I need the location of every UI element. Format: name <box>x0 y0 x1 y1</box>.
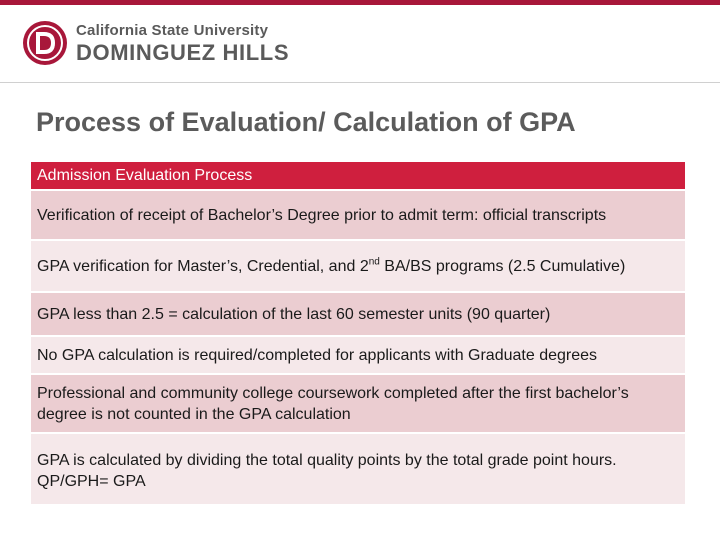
table-row <box>31 375 685 432</box>
top-accent-bar <box>0 0 720 5</box>
row-text: Professional and community college coursework completed after the first bachelor’s degree is not counted in the GPA calculation <box>37 384 629 423</box>
table-row <box>31 434 685 504</box>
table-row <box>31 191 685 239</box>
row-text: GPA less than 2.5 = calculation of the last 60 semester units (90 quarter) <box>37 305 551 323</box>
table-row <box>31 241 685 291</box>
row-text: Verification of receipt of Bachelor’s Degree prior to admit term: official transcripts <box>37 206 607 224</box>
table-row <box>31 337 685 373</box>
row-text: No GPA calculation is required/completed for applicants with Graduate degrees <box>37 346 598 364</box>
evaluation-table <box>31 162 685 506</box>
logo-line-university: California State University <box>76 21 269 39</box>
logo-line-campus: DOMINGUEZ HILLS <box>76 39 290 65</box>
header-divider <box>0 82 720 83</box>
row-text: GPA verification for Master’s, Credential, and 2nd BA/BS programs (2.5 Cumulative) <box>37 256 626 275</box>
university-seal-icon <box>22 20 68 66</box>
university-logo <box>22 18 289 68</box>
row-text: GPA is calculated by dividing the total quality points by the total grade point hours. QP/GPH= GPA <box>37 452 617 490</box>
table-row <box>31 293 685 335</box>
table-header: Admission Evaluation Process <box>31 162 685 189</box>
page-title: Process of Evaluation/ Calculation of GPA <box>36 107 576 137</box>
